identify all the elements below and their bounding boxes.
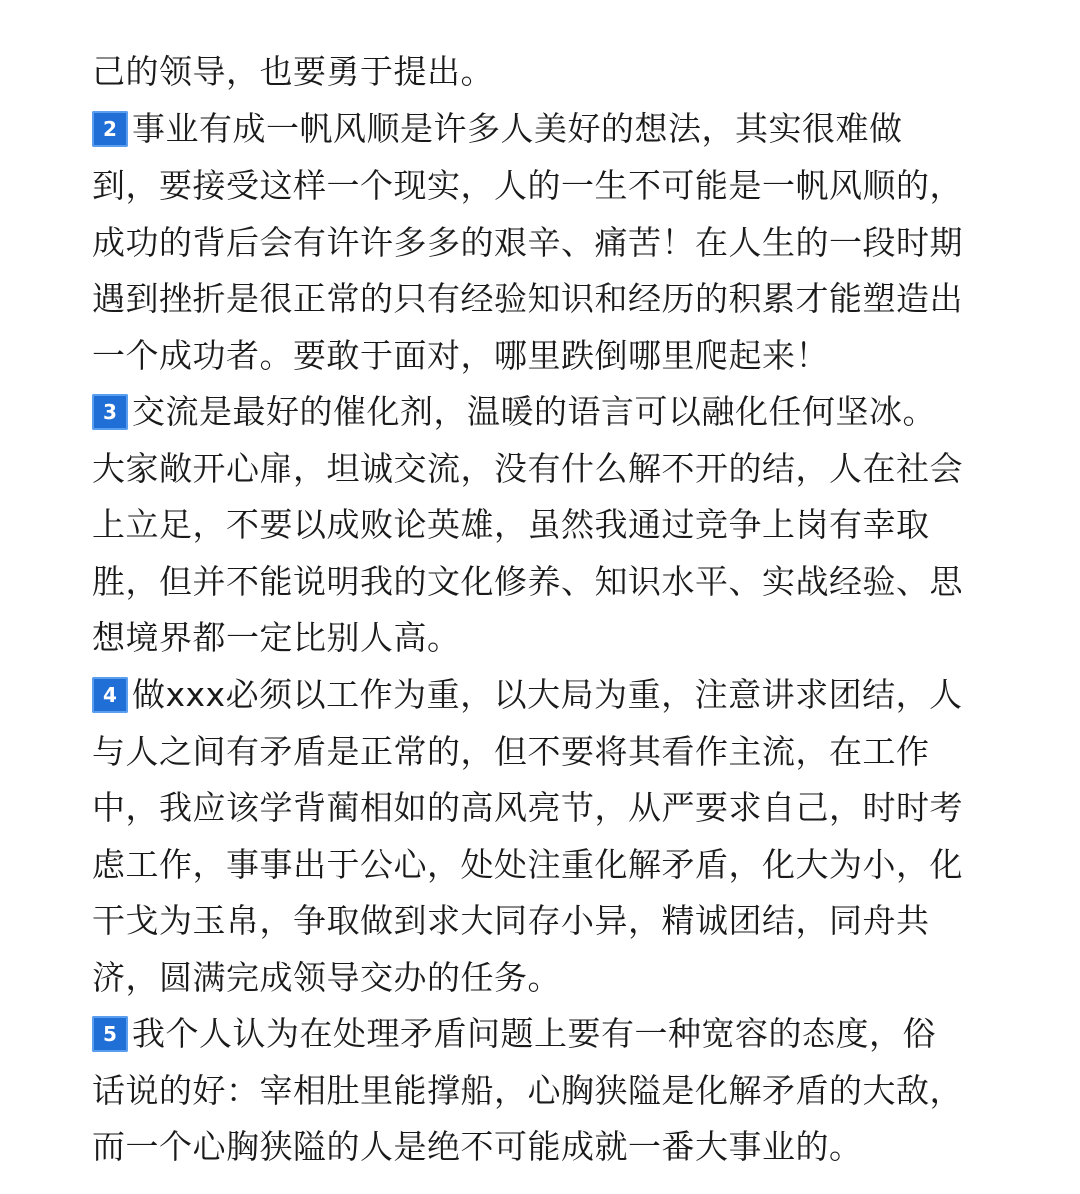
text-line (92, 497, 992, 553)
numbered-point-2 (92, 101, 992, 157)
text-line (92, 724, 992, 780)
numbered-point-4 (92, 667, 992, 723)
text-line (92, 271, 992, 327)
line-text: 一个成功者。要敢于面对，哪里跌倒哪里爬起来！ (92, 336, 829, 375)
text-line (92, 158, 992, 214)
line-text: 交流是最好的催化剂，温暖的语言可以融化任何坚冰。 (132, 392, 936, 431)
line-text: 胜，但并不能说明我的文化修养、知识水平、实战经验、思 (92, 562, 963, 601)
line-text: 虑工作，事事出于公心，处处注重化解矛盾，化大为小，化 (92, 845, 963, 884)
number-5-badge-icon: 5 (92, 1016, 128, 1052)
line-text: 成功的背后会有许许多多的艰辛、痛苦！在人生的一段时期 (92, 223, 963, 262)
text-line (92, 950, 992, 1006)
text-line (92, 554, 992, 610)
numbered-point-5 (92, 1006, 992, 1062)
number-3-badge-icon: 3 (92, 394, 128, 430)
text-line (92, 328, 992, 384)
line-text: 济，圆满完成领导交办的任务。 (92, 958, 561, 997)
text-line (92, 441, 992, 497)
text-line (92, 780, 992, 836)
line-text: 到，要接受这样一个现实，人的一生不可能是一帆风顺的， (92, 166, 963, 205)
line-text: 己的领导，也要勇于提出。 (92, 52, 494, 91)
text-line (92, 1119, 992, 1175)
line-text: 做xxx必须以工作为重，以大局为重，注意讲求团结，人 (132, 675, 963, 714)
text-line (92, 1063, 992, 1119)
text-line (92, 215, 992, 271)
line-text: 遇到挫折是很正常的只有经验知识和经历的积累才能塑造出 (92, 279, 963, 318)
line-text: 与人之间有矛盾是正常的，但不要将其看作主流，在工作 (92, 732, 930, 771)
text-line (92, 837, 992, 893)
line-text: 上立足，不要以成败论英雄，虽然我通过竞争上岗有幸取 (92, 505, 930, 544)
text-line (92, 44, 992, 100)
line-text: 中，我应该学背蔺相如的高风亮节，从严要求自己，时时考 (92, 788, 963, 827)
line-text: 干戈为玉帛，争取做到求大同存小异，精诚团结，同舟共 (92, 901, 930, 940)
text-line (92, 893, 992, 949)
line-text: 想境界都一定比别人高。 (92, 618, 461, 657)
line-text: 我个人认为在处理矛盾问题上要有一种宽容的态度，俗 (132, 1014, 936, 1053)
line-text: 大家敞开心扉，坦诚交流，没有什么解不开的结，人在社会 (92, 449, 963, 488)
line-text: 而一个心胸狭隘的人是绝不可能成就一番大事业的。 (92, 1127, 863, 1166)
line-text: 事业有成一帆风顺是许多人美好的想法，其实很难做 (132, 109, 903, 148)
number-2-badge-icon: 2 (92, 111, 128, 147)
text-line (92, 610, 992, 666)
line-text: 话说的好：宰相肚里能撑船，心胸狭隘是化解矛盾的大敌， (92, 1071, 963, 1110)
numbered-point-3 (92, 384, 992, 440)
number-4-badge-icon: 4 (92, 677, 128, 713)
